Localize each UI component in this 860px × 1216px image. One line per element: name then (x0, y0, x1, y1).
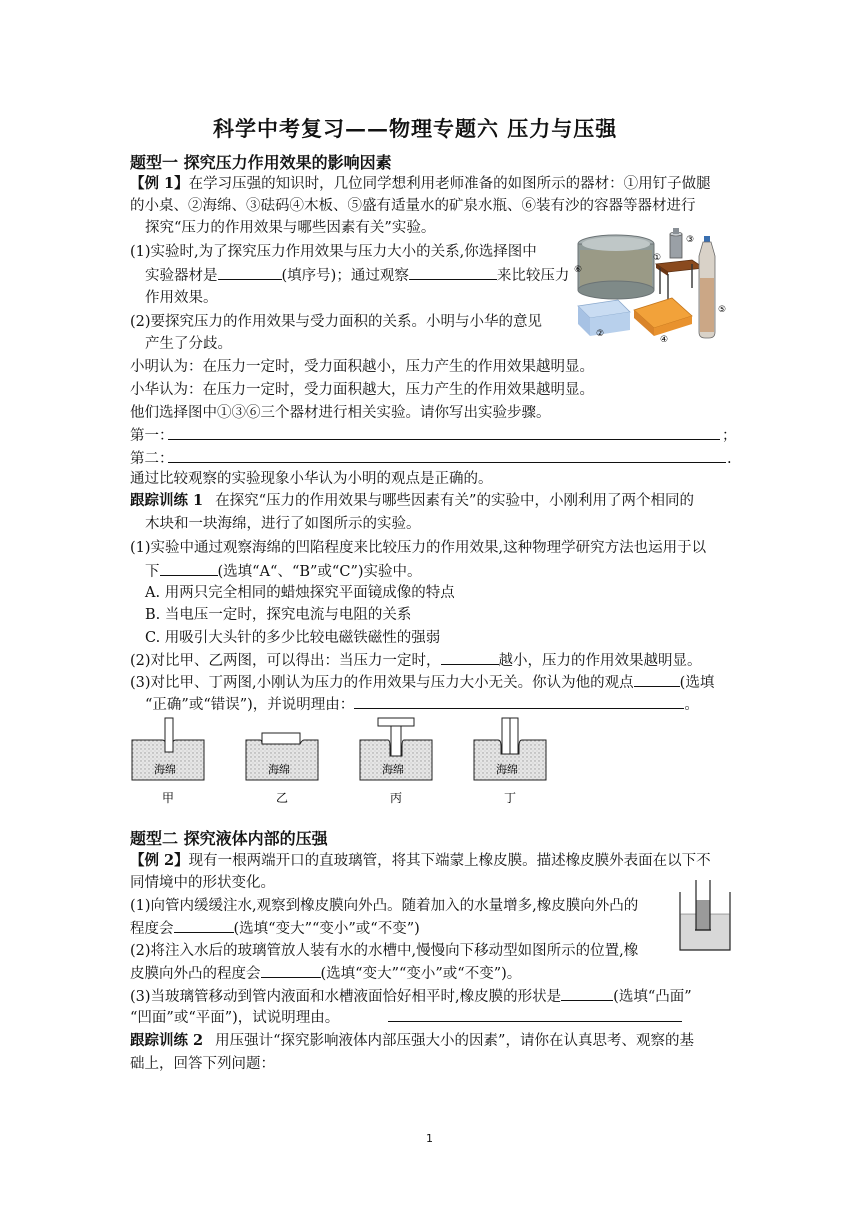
q1-text-b: (填序号)；通过观察 (281, 268, 409, 284)
step-1-answer-line[interactable] (168, 439, 720, 440)
sponge-diagram-ding (474, 718, 546, 780)
q2-line-1: (2)要探究压力的作用效果与受力面积的关系。小明与小华的意见 (130, 314, 543, 330)
caption-yi: 乙 (276, 791, 289, 805)
glass-tube-image (695, 880, 711, 930)
track-1-q2 (130, 649, 702, 672)
track-1-q2-text-b: 越小，压力的作用效果越明显。 (498, 653, 702, 669)
option-a: A. 用两只完全相同的蜡烛探究平面镜成像的特点 (145, 585, 455, 601)
track-2-text: 用压强计“探究影响液体内部压强大小的因素”，请你在认真思考、观察的基 (215, 1033, 694, 1049)
ex2-q1-text-a: 程度会 (130, 921, 174, 937)
small-table-image (656, 260, 704, 300)
q1-line-3: 作用效果。 (145, 290, 218, 306)
q1-line-1: (1)实验时,为了探究压力作用效果与压力大小的关系,你选择图中 (130, 244, 537, 260)
section-heading-2: 题型二 探究液体内部的压强 (130, 829, 328, 848)
track-1-q1-text-a: 下 (145, 564, 160, 580)
q1-text-c: 来比较压力 (496, 268, 570, 284)
track-1-q3-text-a: (3)对比甲、丁两图,小刚认为压力的作用效果与压力大小无关。你认为他的观点 (130, 675, 634, 691)
track-1-q1-text-b: (选填“A“、“B”或“C”)实验中。 (217, 564, 422, 580)
ex2-q2-line-2 (130, 962, 521, 985)
track-1-text: 在探究“压力的作用效果与哪些因素有关”的实验中，小刚利用了两个相同的 (215, 493, 694, 509)
track-1-q3-line-1 (130, 671, 714, 694)
equip-label-2: ② (596, 329, 605, 339)
section-heading-1: 题型一 探究压力作用效果的影响因素 (130, 153, 392, 172)
sponge-label: 海绵 (496, 763, 518, 776)
sponge-diagram-jia (132, 718, 204, 780)
step-2-answer-line[interactable] (168, 462, 726, 463)
answer-blank[interactable] (174, 917, 234, 933)
step-2-end: . (727, 451, 732, 467)
ex2-q1-line-1: (1)向管内缓缓注水,观察到橡皮膜向外凸。随着加入的水量增多,橡皮膜向外凸的 (130, 898, 639, 914)
track-1-q3-text-d: 。 (684, 697, 699, 713)
track-1-q1-line-2 (145, 560, 422, 583)
ex2-q3-line-2: “凹面”或“平面”)，试说明理由。 (130, 1010, 340, 1026)
track-1-q1-line-1: (1)实验中通过观察海绵的凹陷程度来比较压力的作用效果,这种物理学研究方法也运用于以 (130, 540, 707, 556)
ex2-q3-text-b: (选填“凸面” (613, 989, 692, 1005)
q1-line-2 (145, 264, 569, 287)
answer-blank[interactable] (409, 264, 497, 280)
ex2-q1-text-b: (选填“变大”“变小”或“不变”) (233, 921, 420, 937)
ex2-q3-text-a: (3)当玻璃管移动到管内液面和水槽液面恰好相平时,橡皮膜的形状是 (130, 989, 562, 1005)
equip-label-1: ① (653, 253, 662, 263)
ex2-q3-answer-line[interactable] (388, 1021, 682, 1022)
glass-tube-figure (676, 878, 734, 954)
ex2-q2-line-1: (2)将注入水后的玻璃管放人装有水的水槽中,慢慢向下移动型如图所示的位置,橡 (130, 943, 639, 959)
ex2-q1-line-2 (130, 917, 420, 940)
track-1-line-1 (130, 490, 694, 512)
step-2-label: 第二： (130, 451, 174, 467)
track-1-line-2: 木块和一块海绵，进行了如图所示的实验。 (145, 516, 421, 532)
ex2-q3-line-1 (130, 985, 692, 1008)
xiaoming-view: 小明认为：在压力一定时，受力面积越小，压力产生的作用效果越明显。 (130, 359, 594, 375)
example-1-line-3: 探究“压力的作用效果与哪些因素有关”实验。 (145, 220, 436, 236)
track-1-q3-text-b: (选填 (679, 675, 715, 691)
example-1-tag: 【例 1】 (130, 175, 189, 192)
weight-image (670, 228, 682, 258)
equip-label-6: ⑥ (574, 265, 583, 275)
answer-blank[interactable] (441, 649, 499, 665)
q2-line-2: 产生了分歧。 (145, 336, 232, 352)
equipment-figure (572, 228, 732, 346)
example-2-text: 现有一根两端开口的直玻璃管，将其下端蒙上橡皮膜。描述橡皮膜外表面在以下不 (188, 853, 711, 869)
q1-text-a: 实验器材是 (145, 268, 218, 284)
track-1-q3-text-c: “正确”或“错误”)，并说明理由： (145, 697, 355, 713)
equip-label-4: ④ (660, 335, 669, 345)
conclusion-text: 通过比较观察的实验现象小华认为小明的观点是正确的。 (130, 471, 493, 487)
example-2-line-2: 同情境中的形状变化。 (130, 875, 275, 891)
equip-label-3: ③ (686, 235, 695, 245)
ex2-q2-text-b: (选填“变大”“变小”或“不变”)。 (320, 966, 522, 982)
track-2-line-2: 础上，回答下列问题： (130, 1056, 275, 1072)
wood-board-image (634, 298, 692, 336)
water-bottle-image (699, 236, 715, 338)
sponge-label: 海绵 (268, 763, 290, 776)
sponge-label: 海绵 (382, 763, 404, 776)
answer-blank[interactable] (634, 671, 680, 687)
option-c: C. 用吸引大头针的多少比较电磁铁磁性的强弱 (145, 630, 441, 646)
page-title: 科学中考复习——物理专题六 压力与压强 (213, 116, 618, 141)
track-1-tag: 跟踪训练 1 (130, 492, 204, 509)
sponge-label: 海绵 (154, 763, 176, 776)
sponge-diagram-yi (246, 733, 318, 780)
page-number: 1 (426, 1132, 433, 1145)
sponge-diagram-bing (360, 718, 432, 780)
caption-bing: 丙 (390, 791, 403, 805)
example-2-line-1 (130, 850, 711, 872)
example-2-tag: 【例 2】 (130, 852, 189, 869)
equip-label-5: ⑤ (718, 305, 727, 315)
answer-blank[interactable] (218, 264, 282, 280)
option-b: B. 当电压一定时，探究电流与电阻的关系 (145, 607, 412, 623)
track-2-tag: 跟踪训练 2 (130, 1032, 204, 1049)
ex2-q2-text-a: 皮膜向外凸的程度会 (130, 966, 261, 982)
caption-jia: 甲 (162, 791, 175, 805)
step-1-end: ； (722, 428, 737, 444)
example-1-line-2: 的小桌、②海绵、③砝码④木板、⑤盛有适量水的矿泉水瓶、⑥装有沙的容器等器材进行 (130, 198, 696, 214)
choose-equipment: 他们选择图中①③⑥三个器材进行相关实验。请你写出实验步骤。 (130, 405, 551, 421)
track-1-q2-text-a: (2)对比甲、乙两图，可以得出：当压力一定时， (130, 653, 441, 669)
answer-blank[interactable] (160, 560, 218, 576)
caption-ding: 丁 (504, 791, 517, 805)
example-1-text: 在学习压强的知识时，几位同学想利用老师准备的如图所示的器材：①用钉子做腿 (188, 176, 711, 192)
example-1-line-1 (130, 173, 711, 195)
sand-container-image (578, 235, 654, 299)
xiaohua-view: 小华认为：在压力一定时，受力面积越大，压力产生的作用效果越明显。 (130, 382, 594, 398)
step-1-label: 第一： (130, 428, 174, 444)
answer-blank[interactable] (561, 985, 613, 1001)
answer-blank[interactable] (354, 693, 684, 709)
track-2-line-1 (130, 1030, 694, 1052)
sponge-experiment-figure (128, 712, 558, 808)
answer-blank[interactable] (261, 962, 321, 978)
